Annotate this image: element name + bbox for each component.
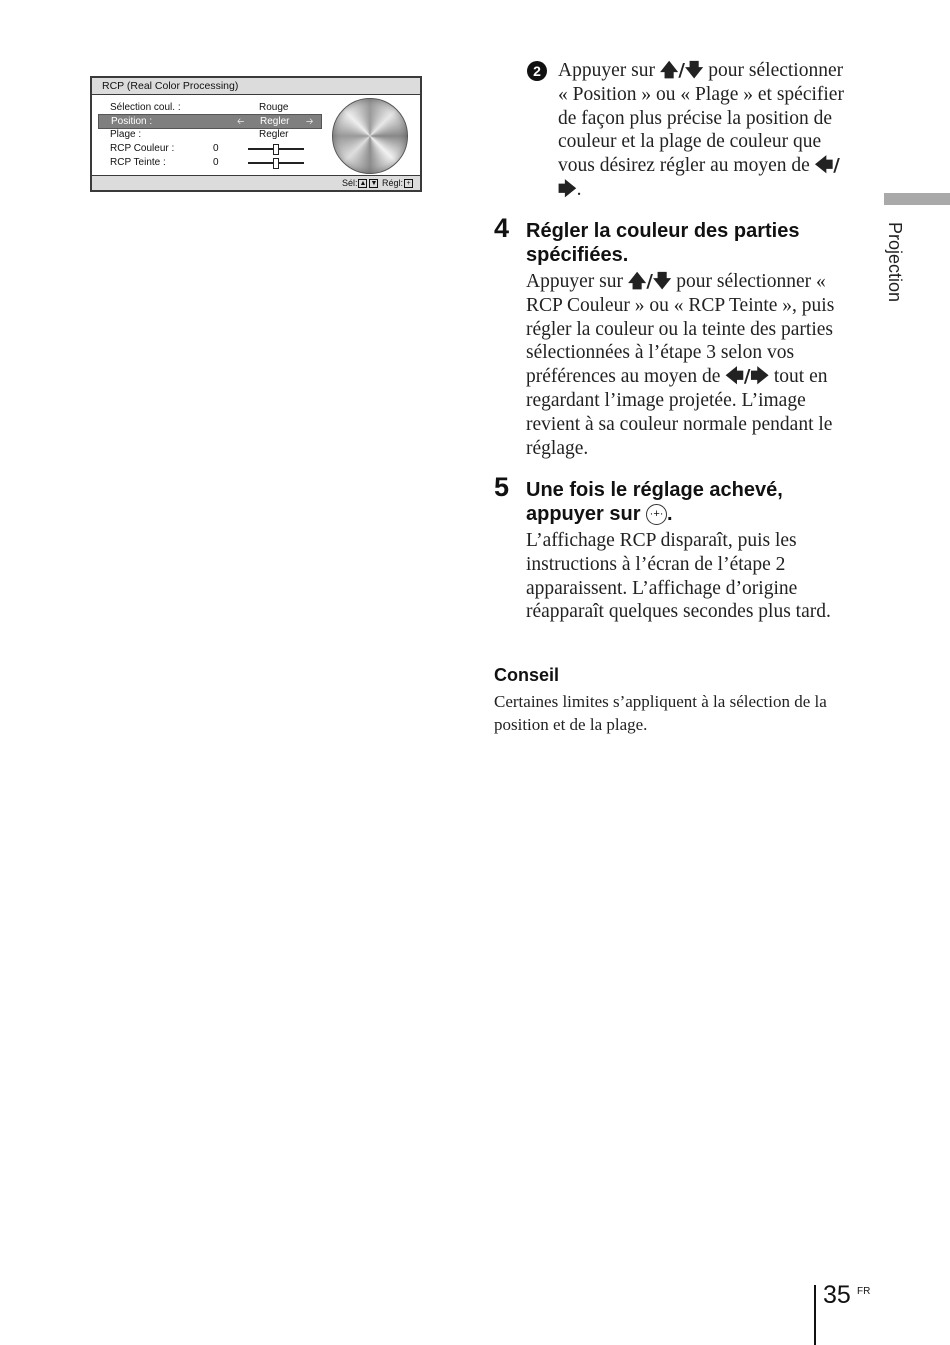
rcp-row-value: Regler	[260, 116, 290, 127]
up-down-arrow-icon: 🡅/🡇	[659, 60, 704, 81]
tip-heading: Conseil	[494, 665, 560, 685]
substep-2-text	[558, 59, 852, 202]
rcp-menu-screenshot	[90, 76, 422, 192]
step-4-number: 4	[494, 213, 510, 243]
enter-button-icon: ·+·	[646, 504, 667, 525]
slider-knob	[273, 144, 279, 155]
rcp-row-teinte	[98, 156, 320, 169]
left-right-arrow-icon: 🡄/🡆	[725, 366, 769, 388]
couleur-slider	[248, 148, 304, 150]
step-4-body	[526, 270, 856, 460]
rcp-row-label: Sélection coul. :	[110, 102, 181, 113]
down-key-icon: ▼	[370, 180, 378, 188]
rcp-row-label: RCP Teinte :	[110, 157, 166, 168]
rcp-row-value: Rouge	[259, 102, 289, 113]
left-right-arrow-icon: 🡄/🡆	[558, 155, 840, 200]
enter-key-icon: +	[404, 179, 413, 188]
substep-2-text-c: .	[576, 178, 582, 200]
rcp-menu-title: RCP (Real Color Processing)	[92, 78, 420, 95]
substep-2-text-b: pour sélectionner « Position » ou « Plage » et spécifier de façon plus précise la position de couleur et la plage de couleur que vous désirez régler au moyen de	[558, 60, 844, 177]
page-number: 35	[823, 1281, 851, 1309]
up-down-arrow-icon: 🡅/🡇	[627, 271, 672, 292]
up-key-icon: ▲	[359, 180, 367, 188]
page-language-code: FR	[857, 1286, 871, 1297]
rcp-row-label: Position :	[111, 116, 153, 127]
arrow-left-icon: 🡠	[237, 116, 245, 126]
rcp-row-couleur	[98, 142, 320, 155]
substep-2-text-a: Appuyer sur	[558, 60, 660, 81]
section-tab-bar	[884, 193, 950, 205]
step-4-heading: Régler la couleur des parties spécifiées.	[526, 220, 800, 266]
rcp-row-label: Plage :	[110, 129, 142, 140]
rcp-row-label: RCP Couleur :	[110, 143, 175, 154]
rcp-row-selection-couleur	[98, 101, 320, 114]
step-4-text-c: tout en regardant l’image projetée. L’image revient à sa couleur normale pendant le réglage.	[526, 366, 833, 459]
rcp-row-number: 0	[213, 157, 219, 168]
slider-knob	[273, 158, 279, 169]
step-5-number: 5	[494, 472, 510, 502]
rcp-row-position-selected	[98, 114, 322, 129]
rcp-row-value: Regler	[259, 129, 289, 140]
section-tab-label: Projection	[885, 222, 905, 303]
step-5-heading-b: .	[667, 502, 673, 525]
step-4-text-b: pour sélectionner « RCP Couleur » ou « RCP Teinte », puis régler la couleur ou la teinte des parties sélectionnées à l’étape 3 selon vos préférences au moyen de	[526, 271, 835, 388]
teinte-slider	[248, 162, 304, 164]
step-5-heading	[526, 479, 856, 526]
page-number-rule	[814, 1285, 816, 1345]
substep-number-badge: 2	[527, 61, 547, 81]
step-5-heading-a: Une fois le réglage achevé, appuyer sur	[526, 479, 783, 525]
rcp-row-number: 0	[213, 143, 219, 154]
step-5-body: L’affichage RCP disparaît, puis les instructions à l’écran de l’étape 2 apparaissent. L’affichage d’origine réapparaît quelques secondes plus tard.	[526, 530, 831, 623]
step-4-text-a: Appuyer sur	[526, 271, 628, 292]
footer-regl-label: Régl:	[381, 178, 403, 188]
tip-text: Certaines limites s’appliquent à la sélection de la position et de la plage.	[494, 692, 827, 734]
rcp-row-plage	[98, 128, 320, 141]
color-wheel-image	[332, 98, 408, 174]
rcp-menu-footer	[92, 175, 420, 190]
arrow-right-icon: 🡢	[306, 116, 314, 126]
footer-sel-label: Sél:	[341, 178, 358, 188]
